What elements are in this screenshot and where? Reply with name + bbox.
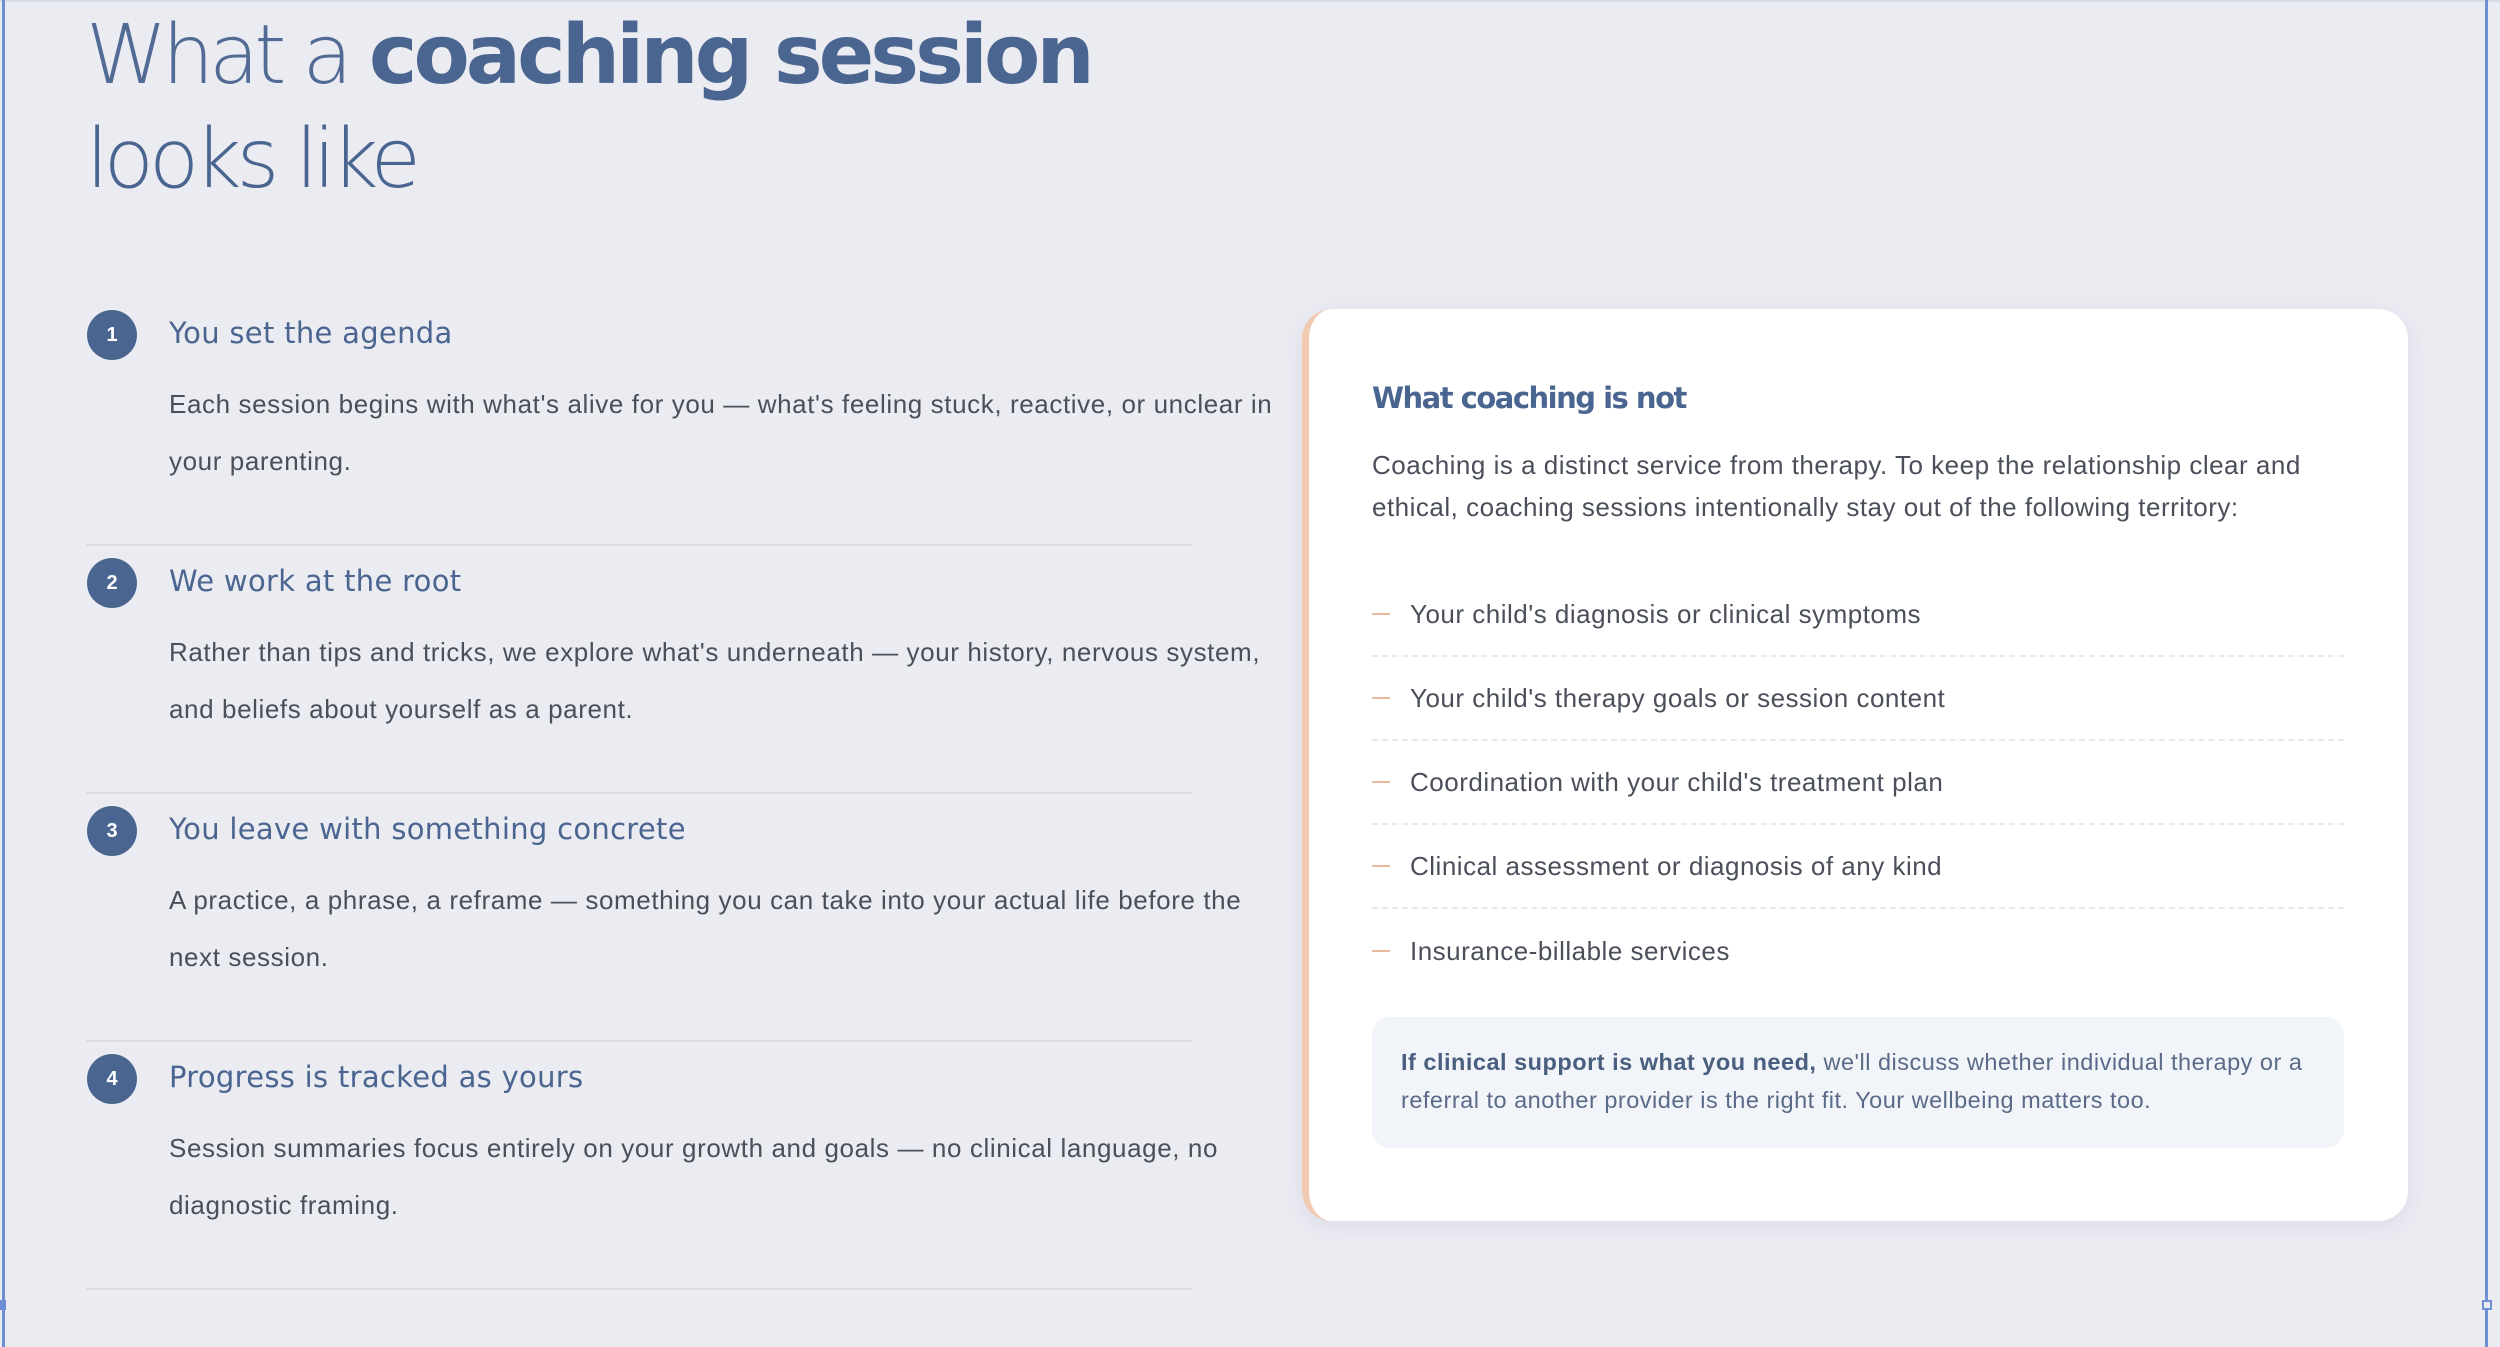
step-title: We work at the root <box>169 564 462 598</box>
list-item-label: Clinical assessment or diagnosis of any kind <box>1410 850 1943 881</box>
card-title: What coaching is not <box>1372 381 1686 415</box>
step-description: Session summaries focus entirely on your growth and goals — no clinical language, no diagnostic framing. <box>169 1133 1219 1220</box>
selection-frame-right <box>2485 0 2488 1347</box>
step-number-badge: 3 <box>87 806 137 856</box>
window-top-edge <box>0 0 2500 2</box>
resize-handle-left[interactable] <box>0 1300 6 1310</box>
card-intro: Coaching is a distinct service from therapy. To keep the relationship clear and ethical, coaching sessions intentionally stay out of the following territory: <box>1372 450 2301 522</box>
step-description: Each session begins with what's alive for you — what's feeling stuck, reactive, or unclear in your parenting. <box>169 389 1273 476</box>
list-item <box>1372 741 2344 825</box>
resize-handle-right[interactable] <box>2482 1300 2492 1310</box>
clinical-support-callout <box>1372 1017 2344 1148</box>
list-item-label: Coordination with your child's treatment plan <box>1410 766 1944 797</box>
page-title-light: What a <box>86 8 369 103</box>
page-title <box>86 4 1091 212</box>
step-description: A practice, a phrase, a reframe — something you can take into your actual life before the next session. <box>169 885 1242 972</box>
list-item <box>1372 825 2344 909</box>
dash-icon <box>1372 865 1390 867</box>
exclusion-list <box>1372 573 2344 993</box>
dash-icon <box>1372 950 1390 952</box>
session-step <box>86 548 1261 794</box>
session-steps-list <box>86 300 1273 1290</box>
dash-icon <box>1372 697 1390 699</box>
list-item <box>1372 573 2344 657</box>
page-title-line2: looks like <box>86 112 416 207</box>
step-number-badge: 4 <box>87 1054 137 1104</box>
step-title: You leave with something concrete <box>169 812 686 846</box>
session-step <box>86 300 1273 546</box>
step-title: You set the agenda <box>169 316 453 350</box>
page-title-bold: coaching session <box>368 8 1091 103</box>
selection-frame-left <box>2 0 5 1347</box>
step-description: Rather than tips and tricks, we explore what's underneath — your history, nervous system, and beliefs about yourself as a parent. <box>169 637 1261 724</box>
step-title: Progress is tracked as yours <box>169 1060 584 1094</box>
step-number-badge: 1 <box>87 310 137 360</box>
session-step <box>86 1044 1219 1290</box>
callout-text: we'll discuss whether individual therapy or a referral to another provider is the right fit. Your wellbeing matters too. <box>1401 1049 2303 1113</box>
list-item <box>1372 909 2344 993</box>
callout-emphasis: If clinical support is what you need, <box>1401 1049 1817 1075</box>
list-item-label: Insurance-billable services <box>1410 935 1730 966</box>
list-item-label: Your child's diagnosis or clinical symptoms <box>1410 598 1922 629</box>
coaching-is-not-card <box>1302 309 2408 1221</box>
list-item-label: Your child's therapy goals or session content <box>1410 682 1946 713</box>
session-step <box>86 796 1242 1042</box>
list-item <box>1372 657 2344 741</box>
step-number-badge: 2 <box>87 558 137 608</box>
dash-icon <box>1372 781 1390 783</box>
dash-icon <box>1372 613 1390 615</box>
